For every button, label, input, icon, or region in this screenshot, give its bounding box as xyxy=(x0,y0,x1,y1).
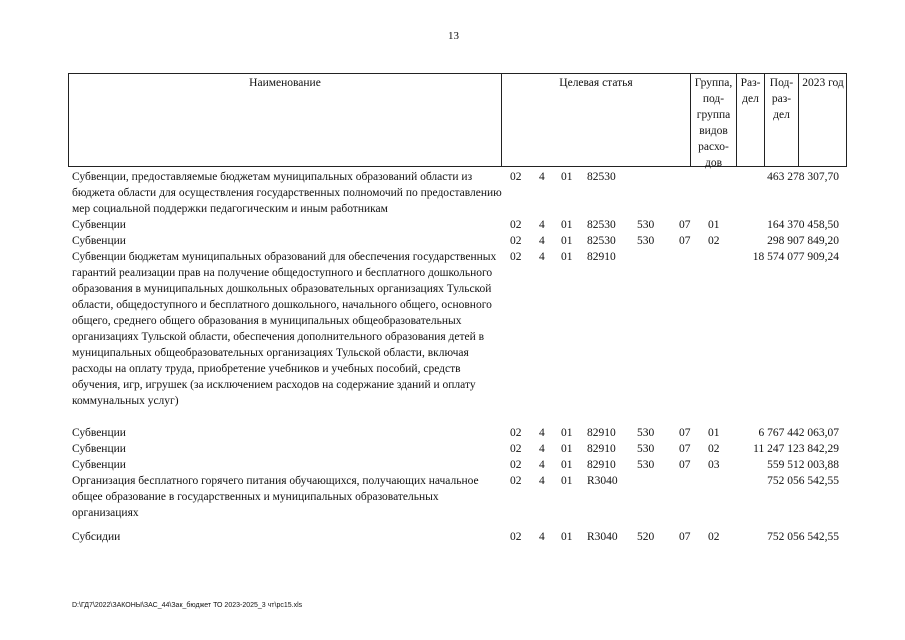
row-code-d: 82530 xyxy=(587,219,616,231)
row-code-b: 4 xyxy=(539,219,545,231)
row-code-d: 82910 xyxy=(587,251,616,263)
row-code-a: 02 xyxy=(510,475,522,487)
row-name: Субвенции xyxy=(72,443,126,455)
row-section: 07 xyxy=(679,235,691,247)
file-path-footer: D:\ГД7\2022\ЗАКОНЫ\ЗАС_44\Зак_бюджет ТО 2023-2025_3 чт\рс15.xls xyxy=(72,602,303,609)
row-code-d: 82530 xyxy=(587,235,616,247)
row-section: 07 xyxy=(679,459,691,471)
row-code-c: 01 xyxy=(561,443,573,455)
header-subsection: Под- раз- дел xyxy=(765,74,799,166)
table-row xyxy=(72,529,847,545)
header-article: Целевая статья xyxy=(502,74,691,166)
row-code-c: 01 xyxy=(561,427,573,439)
row-name: Субвенции xyxy=(72,219,126,231)
row-amount: 298 907 849,20 xyxy=(767,235,839,247)
table-row xyxy=(72,457,847,473)
row-code-c: 01 xyxy=(561,251,573,263)
row-code-a: 02 xyxy=(510,171,522,183)
table-row xyxy=(72,217,847,233)
row-section: 07 xyxy=(679,427,691,439)
row-group: 530 xyxy=(637,443,655,455)
row-code-a: 02 xyxy=(510,531,522,543)
row-code-a: 02 xyxy=(510,459,522,471)
row-section: 07 xyxy=(679,531,691,543)
row-amount: 6 767 442 063,07 xyxy=(758,427,839,439)
row-code-b: 4 xyxy=(539,443,545,455)
row-code-a: 02 xyxy=(510,427,522,439)
row-amount: 18 574 077 909,24 xyxy=(752,251,839,263)
row-name: Субвенции xyxy=(72,235,126,247)
row-name: Субвенции бюджетам муниципальных образований для обеспечения государственных гарантий реализации прав на получение общедоступного и бесплатного дошкольного образования в муниципальных дошкольных образовательных организациях Тульской области, общедоступного и бесплатного дошкольного, начального общего, основного общего, среднего общего образования в муниципальных общеобразовательных организациях Тульской области, обеспечения дополнительного образования детей в муниципальных общеобразовательных организациях Тульской области, включая расходы на оплату труда, приобретение учебников и учебных пособий, средств обучения, игр, игрушек (за исключением расходов на содержание зданий и оплату коммунальных услуг) xyxy=(72,251,497,407)
row-code-c: 01 xyxy=(561,531,573,543)
header-section: Раз- дел xyxy=(737,74,765,166)
row-group: 530 xyxy=(637,427,655,439)
header-group: Группа, под- группа видов расхо- дов xyxy=(691,74,737,166)
row-code-b: 4 xyxy=(539,475,545,487)
row-name: Субвенции xyxy=(72,427,126,439)
table-row xyxy=(72,425,847,441)
row-subsection: 02 xyxy=(708,235,720,247)
row-code-d: 82910 xyxy=(587,443,616,455)
row-code-d: R3040 xyxy=(587,531,618,543)
row-amount: 752 056 542,55 xyxy=(767,475,839,487)
row-code-b: 4 xyxy=(539,251,545,263)
row-code-b: 4 xyxy=(539,531,545,543)
row-subsection: 03 xyxy=(708,459,720,471)
row-amount: 559 512 003,88 xyxy=(767,459,839,471)
table-body xyxy=(72,169,847,545)
row-code-d: R3040 xyxy=(587,475,618,487)
row-name: Организация бесплатного горячего питания обучающихся, получающих начальное общее образование в государственных и муниципальных образовательных организациях xyxy=(72,475,479,519)
table-header xyxy=(68,73,847,167)
row-code-d: 82910 xyxy=(587,459,616,471)
row-code-b: 4 xyxy=(539,171,545,183)
row-name: Субсидии xyxy=(72,531,121,543)
row-code-c: 01 xyxy=(561,459,573,471)
row-code-a: 02 xyxy=(510,235,522,247)
row-subsection: 02 xyxy=(708,531,720,543)
row-code-c: 01 xyxy=(561,235,573,247)
row-group: 530 xyxy=(637,459,655,471)
row-amount: 11 247 123 842,29 xyxy=(753,443,839,455)
row-code-a: 02 xyxy=(510,219,522,231)
row-code-a: 02 xyxy=(510,443,522,455)
row-subsection: 02 xyxy=(708,443,720,455)
table-row xyxy=(72,473,847,521)
row-name: Субвенции xyxy=(72,459,126,471)
row-code-b: 4 xyxy=(539,459,545,471)
row-name: Субвенции, предоставляемые бюджетам муниципальных образований области из бюджета области для осуществления государственных полномочий по предоставлению мер социальной поддержки педагогическим и иным работникам xyxy=(72,171,502,215)
row-group: 530 xyxy=(637,235,655,247)
row-group: 530 xyxy=(637,219,655,231)
table-row xyxy=(72,169,847,217)
row-group: 520 xyxy=(637,531,655,543)
row-subsection: 01 xyxy=(708,219,720,231)
page-number: 13 xyxy=(448,30,459,42)
row-section: 07 xyxy=(679,219,691,231)
row-code-a: 02 xyxy=(510,251,522,263)
row-amount: 463 278 307,70 xyxy=(767,171,839,183)
header-name: Наименование xyxy=(69,74,502,166)
row-code-c: 01 xyxy=(561,219,573,231)
row-code-c: 01 xyxy=(561,475,573,487)
row-code-c: 01 xyxy=(561,171,573,183)
table-row xyxy=(72,233,847,249)
row-code-d: 82530 xyxy=(587,171,616,183)
table-row xyxy=(72,441,847,457)
row-code-b: 4 xyxy=(539,427,545,439)
table-row xyxy=(72,249,847,409)
row-section: 07 xyxy=(679,443,691,455)
row-amount: 752 056 542,55 xyxy=(767,531,839,543)
row-code-b: 4 xyxy=(539,235,545,247)
row-amount: 164 370 458,50 xyxy=(767,219,839,231)
header-year: 2023 год xyxy=(802,77,844,89)
row-subsection: 01 xyxy=(708,427,720,439)
row-code-d: 82910 xyxy=(587,427,616,439)
